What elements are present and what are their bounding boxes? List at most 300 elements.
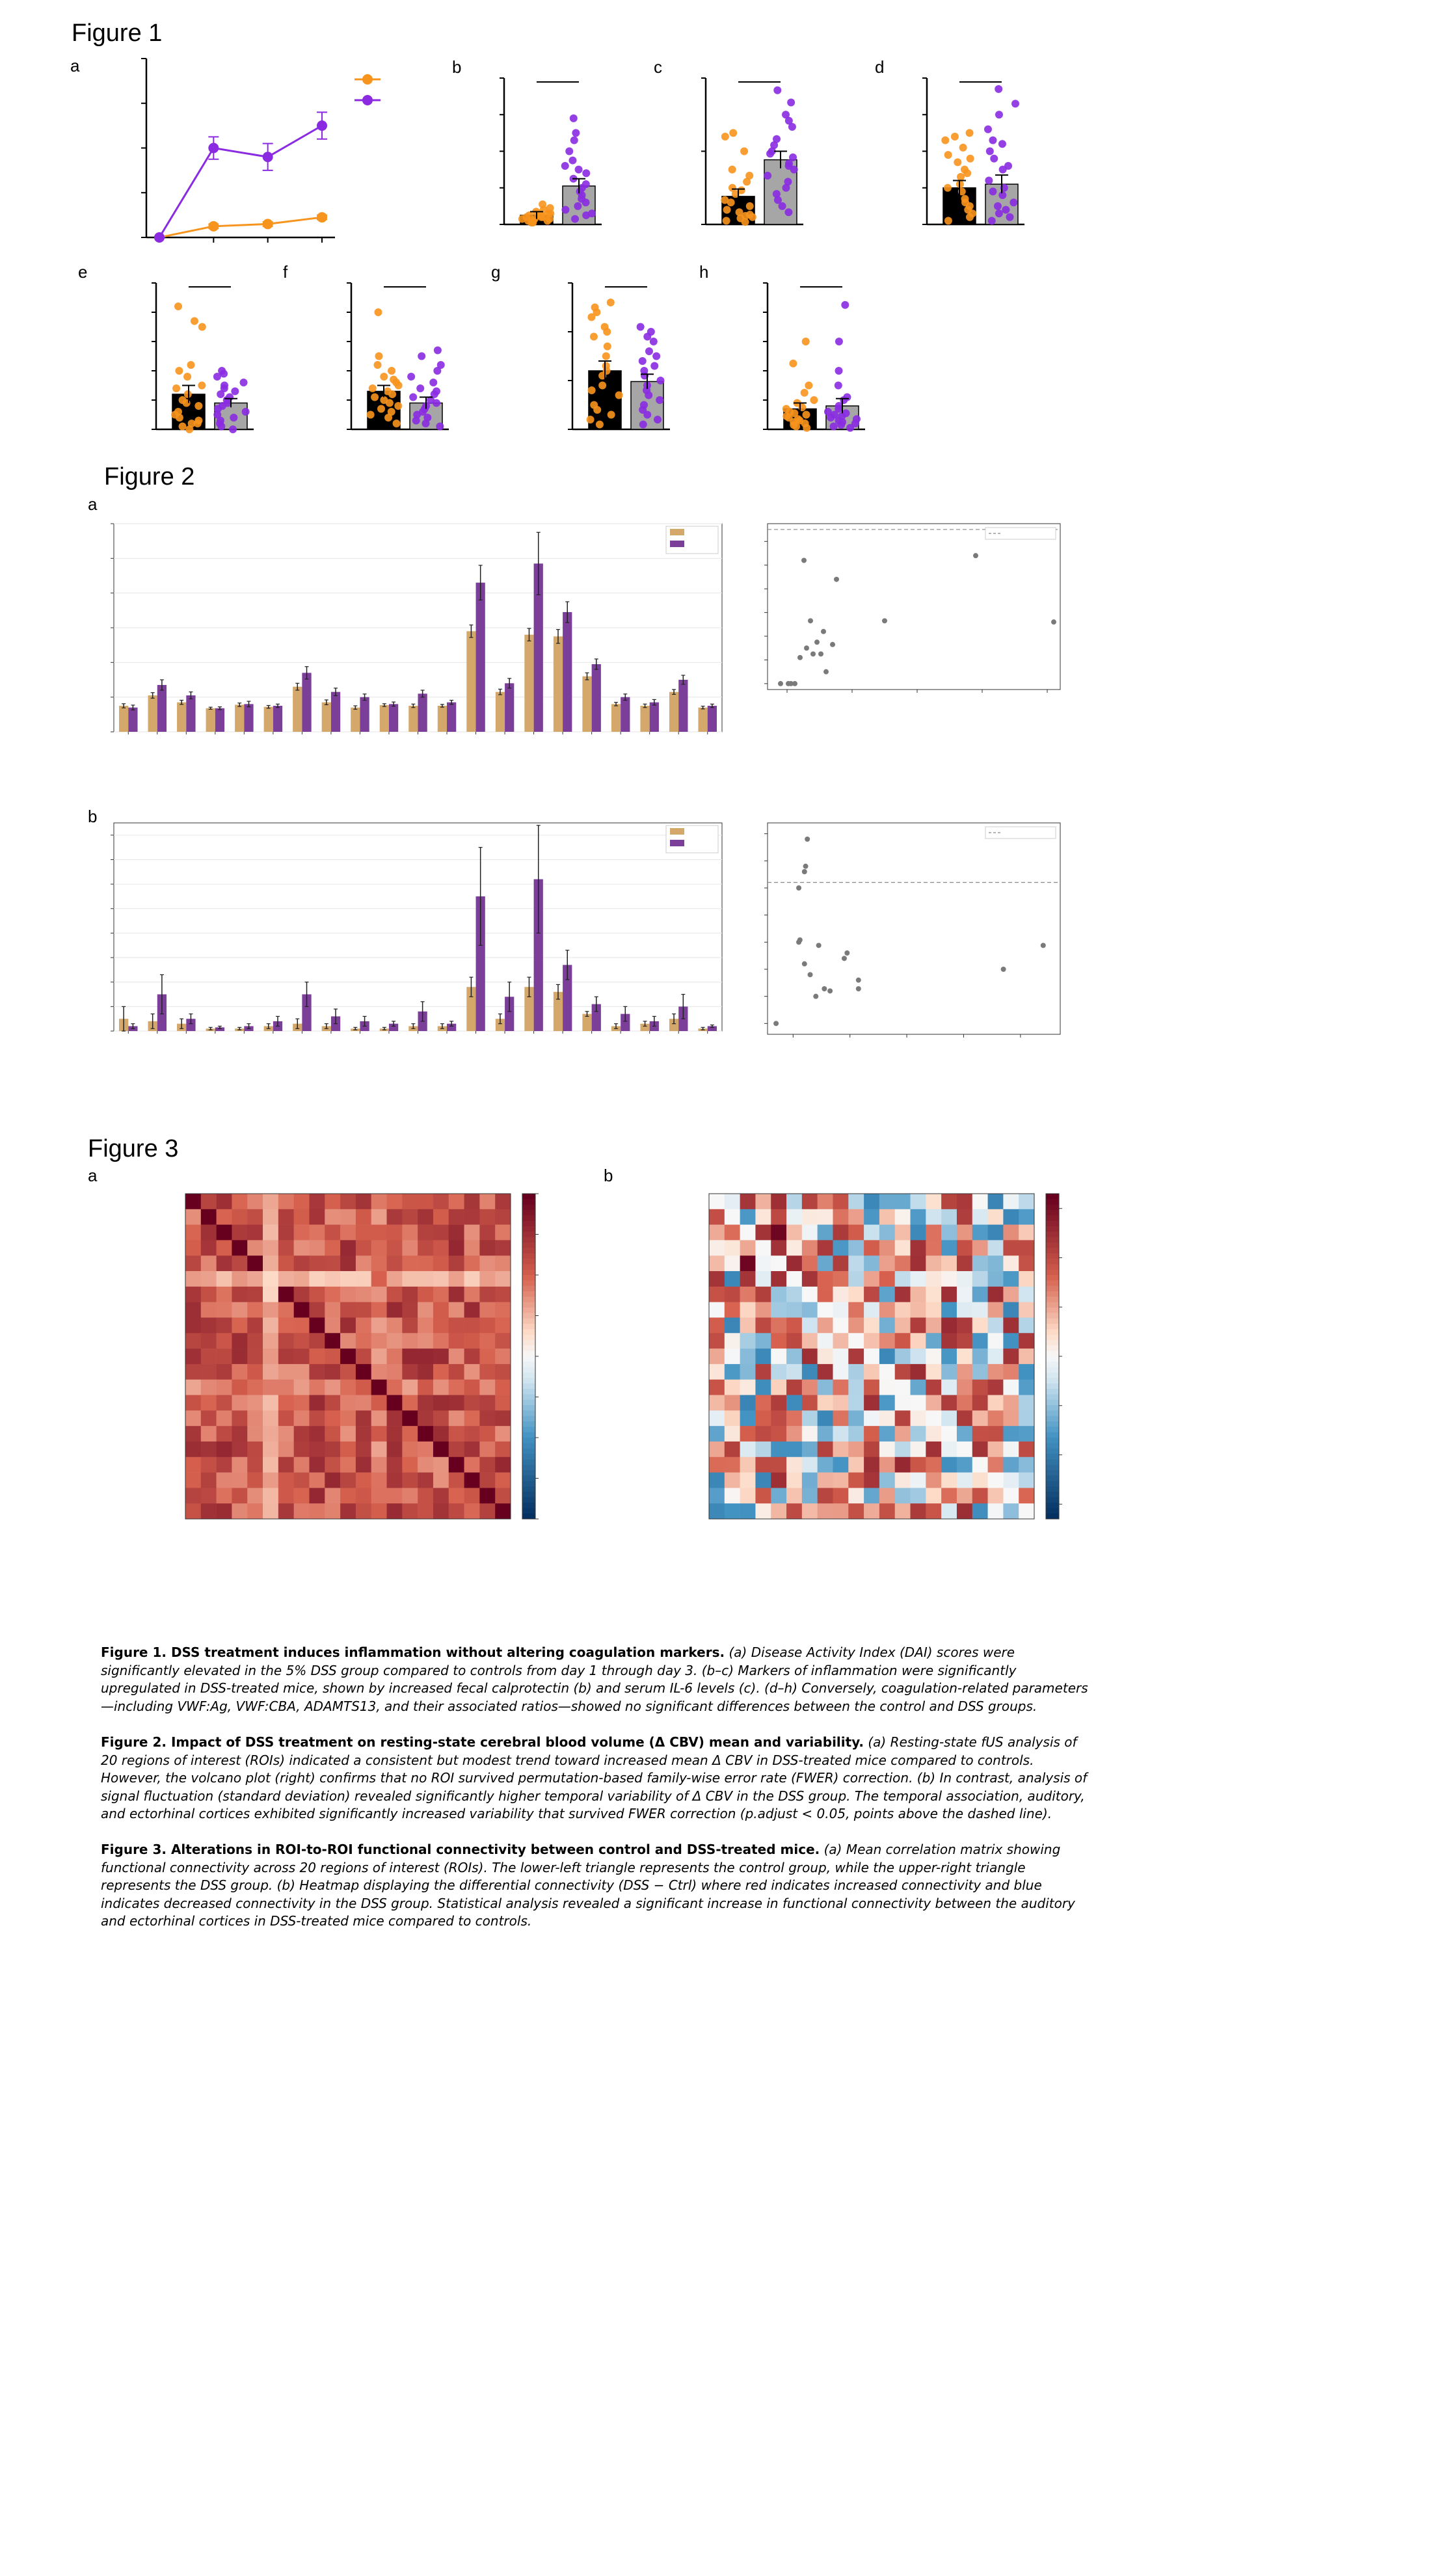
heatmap-cell xyxy=(479,1457,495,1473)
colorbar-segment xyxy=(522,1449,535,1455)
data-point xyxy=(729,184,736,192)
heatmap-cell xyxy=(371,1194,387,1209)
fig1-dotbar-chart-d xyxy=(872,52,1067,247)
heatmap-cell xyxy=(185,1302,201,1318)
heatmap-cell xyxy=(247,1426,263,1442)
heatmap-cell xyxy=(263,1240,278,1255)
heatmap-cell xyxy=(802,1364,818,1380)
heatmap-cell xyxy=(402,1488,418,1503)
data-point xyxy=(998,140,1006,148)
heatmap-cell xyxy=(972,1287,988,1302)
heatmap-cell xyxy=(278,1225,294,1241)
colorbar-segment xyxy=(522,1503,535,1509)
heatmap-cell xyxy=(387,1364,403,1380)
heatmap-cell xyxy=(926,1287,941,1302)
colorbar-segment xyxy=(522,1248,535,1254)
heatmap-cell xyxy=(433,1457,449,1473)
heatmap-cell xyxy=(818,1240,833,1255)
heatmap-cell xyxy=(941,1442,957,1457)
heatmap-cell xyxy=(879,1503,895,1519)
heatmap-cell xyxy=(309,1333,325,1348)
heatmap-cell xyxy=(340,1255,356,1271)
heatmap-cell xyxy=(449,1209,464,1225)
heatmap-cell xyxy=(1003,1302,1019,1318)
heatmap-cell xyxy=(217,1255,232,1271)
heatmap-cell xyxy=(418,1271,433,1287)
data-point xyxy=(853,415,861,423)
heatmap-cell xyxy=(464,1473,480,1488)
heatmap-cell xyxy=(340,1333,356,1348)
heatmap-cell xyxy=(356,1209,371,1225)
heatmap-cell xyxy=(1003,1209,1019,1225)
heatmap-cell xyxy=(848,1333,864,1348)
data-point xyxy=(721,133,729,141)
fig1-panel-letter: f xyxy=(283,262,288,282)
heatmap-cell xyxy=(818,1194,833,1209)
heatmap-cell xyxy=(387,1287,403,1302)
colorbar-segment xyxy=(522,1313,535,1319)
data-point xyxy=(835,338,843,345)
heatmap-cell xyxy=(833,1271,848,1287)
heatmap-cell xyxy=(864,1473,879,1488)
data-point xyxy=(827,988,833,993)
data-point xyxy=(746,202,754,210)
bar-ctrl xyxy=(408,706,418,732)
heatmap-cell xyxy=(309,1255,325,1271)
heatmap-cell xyxy=(309,1364,325,1380)
bar-dss xyxy=(476,583,485,732)
heatmap-cell xyxy=(387,1317,403,1333)
heatmap-cell xyxy=(418,1240,433,1255)
heatmap-cell xyxy=(879,1333,895,1348)
heatmap-cell xyxy=(1019,1426,1034,1442)
bar-dss xyxy=(678,680,688,732)
data-point xyxy=(986,148,994,155)
colorbar-segment xyxy=(1046,1454,1059,1460)
fig1-panel-letter: e xyxy=(78,262,88,282)
colorbar-segment xyxy=(522,1421,535,1427)
data-point xyxy=(944,184,952,192)
heatmap-cell xyxy=(802,1255,818,1271)
heatmap-cell xyxy=(325,1209,340,1225)
colorbar-segment xyxy=(522,1416,535,1422)
heatmap-cell xyxy=(988,1348,1004,1364)
data-point xyxy=(742,212,749,220)
data-point xyxy=(789,154,797,161)
heatmap-cell xyxy=(988,1457,1004,1473)
heatmap-cell xyxy=(802,1395,818,1411)
colorbar-segment xyxy=(522,1286,535,1292)
heatmap-cell xyxy=(309,1240,325,1255)
data-point xyxy=(571,215,579,223)
heatmap-cell xyxy=(864,1442,879,1457)
heatmap-cell xyxy=(495,1240,511,1255)
fig3b-letter: b xyxy=(604,1166,613,1185)
heatmap-cell xyxy=(418,1473,433,1488)
heatmap-cell xyxy=(771,1240,786,1255)
heatmap-cell xyxy=(479,1426,495,1442)
colorbar-segment xyxy=(522,1237,535,1243)
heatmap-cell xyxy=(387,1426,403,1442)
heatmap-cell xyxy=(217,1287,232,1302)
heatmap-cell xyxy=(263,1209,278,1225)
data-point xyxy=(723,206,731,214)
heatmap-cell xyxy=(201,1488,217,1503)
heatmap-cell xyxy=(201,1442,217,1457)
data-point xyxy=(797,655,803,660)
data-point xyxy=(208,143,219,154)
heatmap-cell xyxy=(1019,1410,1034,1426)
heatmap-cell xyxy=(201,1287,217,1302)
heatmap-cell xyxy=(709,1503,725,1519)
heatmap-cell xyxy=(449,1271,464,1287)
heatmap-cell xyxy=(371,1240,387,1255)
colorbar-segment xyxy=(522,1481,535,1487)
heatmap-cell xyxy=(755,1255,771,1271)
heatmap-cell xyxy=(418,1209,433,1225)
heatmap-cell xyxy=(418,1348,433,1364)
heatmap-cell xyxy=(709,1240,725,1255)
data-point xyxy=(796,885,801,891)
heatmap-cell xyxy=(402,1442,418,1457)
data-point xyxy=(773,190,781,198)
heatmap-cell xyxy=(802,1503,818,1519)
data-point xyxy=(608,411,615,419)
heatmap-cell xyxy=(941,1240,957,1255)
heatmap-cell xyxy=(879,1473,895,1488)
colorbar-segment xyxy=(522,1465,535,1471)
heatmap-cell xyxy=(1003,1488,1019,1503)
data-point xyxy=(572,129,580,137)
heatmap-cell xyxy=(848,1364,864,1380)
heatmap-cell xyxy=(972,1255,988,1271)
data-point xyxy=(603,367,611,375)
heatmap-cell xyxy=(185,1503,201,1519)
heatmap-cell xyxy=(957,1255,972,1271)
heatmap-cell xyxy=(495,1209,511,1225)
heatmap-cell xyxy=(418,1457,433,1473)
data-point xyxy=(995,85,1002,93)
heatmap-cell xyxy=(433,1426,449,1442)
data-point xyxy=(834,577,839,582)
heatmap-cell xyxy=(786,1317,802,1333)
heatmap-cell xyxy=(864,1488,879,1503)
heatmap-cell xyxy=(725,1426,740,1442)
heatmap-cell xyxy=(387,1473,403,1488)
heatmap-cell xyxy=(864,1333,879,1348)
heatmap-cell xyxy=(1003,1317,1019,1333)
heatmap-cell xyxy=(818,1209,833,1225)
heatmap-cell xyxy=(371,1488,387,1503)
heatmap-cell xyxy=(340,1364,356,1380)
heatmap-cell xyxy=(309,1395,325,1411)
heatmap-cell xyxy=(1019,1271,1034,1287)
heatmap-cell xyxy=(926,1317,941,1333)
heatmap-cell xyxy=(325,1255,340,1271)
data-point xyxy=(944,217,952,224)
heatmap-cell xyxy=(725,1410,740,1426)
heatmap-cell xyxy=(972,1364,988,1380)
heatmap-cell xyxy=(247,1209,263,1225)
heatmap-cell xyxy=(217,1473,232,1488)
heatmap-cell xyxy=(309,1380,325,1395)
heatmap-cell xyxy=(957,1364,972,1380)
heatmap-cell xyxy=(1019,1225,1034,1241)
heatmap-cell xyxy=(786,1209,802,1225)
data-point xyxy=(989,187,996,195)
colorbar-segment xyxy=(1046,1356,1059,1362)
data-point xyxy=(639,357,647,365)
heatmap-cell xyxy=(972,1503,988,1519)
heatmap-cell xyxy=(740,1503,756,1519)
data-point xyxy=(603,328,611,336)
data-point xyxy=(808,972,813,977)
heatmap-cell xyxy=(755,1410,771,1426)
heatmap-cell xyxy=(988,1317,1004,1333)
data-point xyxy=(593,406,601,414)
colorbar-segment xyxy=(522,1454,535,1460)
heatmap-cell xyxy=(771,1442,786,1457)
heatmap-cell xyxy=(402,1271,418,1287)
heatmap-cell xyxy=(848,1395,864,1411)
heatmap-cell xyxy=(740,1348,756,1364)
figure3-title: Figure 3 xyxy=(88,1135,179,1162)
heatmap-cell xyxy=(309,1194,325,1209)
heatmap-cell xyxy=(771,1333,786,1348)
heatmap-cell xyxy=(786,1271,802,1287)
colorbar-segment xyxy=(522,1497,535,1503)
data-point xyxy=(221,382,228,390)
fig1a-line-chart xyxy=(62,52,426,273)
heatmap-cell xyxy=(879,1302,895,1318)
heatmap-cell xyxy=(201,1395,217,1411)
heatmap-cell xyxy=(402,1240,418,1255)
figure1-caption-text: (a) Disease Activity Index (DAI) scores were significantly elevated in the 5% DSS group compared to controls from day 1 through day 3. (b–c) Markers of inflammation were significantly upregulated in DSS-treated mice, shown by increased fecal calprotectin (b) and serum IL-6 levels (c). (d–h) Conversely, coagulation-related parameters—including VWF:Ag, VWF:CBA, ADAMTS13, and their associated ratios—showed no significant differences between the control and DSS groups. xyxy=(101,1644,1088,1714)
heatmap-cell xyxy=(879,1380,895,1395)
heatmap-cell xyxy=(217,1488,232,1503)
heatmap-cell xyxy=(464,1395,480,1411)
heatmap-cell xyxy=(433,1380,449,1395)
heatmap-cell xyxy=(1003,1395,1019,1411)
bar-ctrl xyxy=(611,704,621,732)
data-point xyxy=(429,379,437,386)
colorbar-segment xyxy=(522,1438,535,1443)
heatmap-cell xyxy=(895,1395,911,1411)
data-point xyxy=(723,217,730,224)
heatmap-cell xyxy=(848,1209,864,1225)
colorbar-segment xyxy=(1046,1319,1059,1324)
heatmap-cell xyxy=(771,1488,786,1503)
heatmap-cell xyxy=(972,1488,988,1503)
heatmap-cell xyxy=(309,1271,325,1287)
heatmap-cell xyxy=(418,1442,433,1457)
fig1-dotbar-chart-f xyxy=(280,257,481,452)
heatmap-cell xyxy=(232,1302,247,1318)
heatmap-cell xyxy=(771,1473,786,1488)
colorbar-segment xyxy=(1046,1432,1059,1438)
heatmap-cell xyxy=(340,1271,356,1287)
data-point xyxy=(842,409,850,417)
heatmap-cell xyxy=(988,1225,1004,1241)
heatmap-cell xyxy=(1003,1348,1019,1364)
heatmap-cell xyxy=(864,1410,879,1426)
data-point xyxy=(409,394,417,401)
heatmap-cell xyxy=(294,1488,310,1503)
heatmap-cell xyxy=(755,1194,771,1209)
heatmap-cell xyxy=(294,1442,310,1457)
colorbar-segment xyxy=(1046,1215,1059,1221)
colorbar-segment xyxy=(1046,1438,1059,1443)
heatmap-cell xyxy=(864,1240,879,1255)
heatmap-cell xyxy=(495,1271,511,1287)
heatmap-cell xyxy=(926,1426,941,1442)
data-point xyxy=(967,155,974,163)
heatmap-cell xyxy=(926,1209,941,1225)
heatmap-cell xyxy=(325,1240,340,1255)
heatmap-cell xyxy=(926,1364,941,1380)
heatmap-cell xyxy=(340,1473,356,1488)
data-point xyxy=(384,388,392,396)
data-point xyxy=(194,417,202,425)
heatmap-cell xyxy=(247,1194,263,1209)
heatmap-cell xyxy=(464,1225,480,1241)
colorbar-segment xyxy=(1046,1443,1059,1449)
heatmap-cell xyxy=(464,1503,480,1519)
heatmap-cell xyxy=(449,1426,464,1442)
heatmap-cell xyxy=(217,1364,232,1380)
heatmap-cell xyxy=(217,1348,232,1364)
heatmap-cell xyxy=(217,1225,232,1241)
heatmap-cell xyxy=(709,1410,725,1426)
heatmap-cell xyxy=(185,1348,201,1364)
heatmap-cell xyxy=(1019,1364,1034,1380)
heatmap-cell xyxy=(387,1225,403,1241)
heatmap-cell xyxy=(926,1410,941,1426)
heatmap-cell xyxy=(972,1457,988,1473)
data-point xyxy=(985,177,993,185)
heatmap-cell xyxy=(325,1410,340,1426)
heatmap-cell xyxy=(941,1194,957,1209)
data-point xyxy=(823,669,829,675)
data-point xyxy=(835,367,843,375)
bar-ctrl xyxy=(380,705,389,732)
heatmap-cell xyxy=(418,1255,433,1271)
heatmap-cell xyxy=(263,1488,278,1503)
data-point xyxy=(176,414,183,422)
colorbar-segment xyxy=(1046,1410,1059,1416)
colorbar-segment xyxy=(522,1514,535,1520)
legend-marker xyxy=(362,95,373,105)
bar-ctrl xyxy=(351,708,360,732)
legend-box xyxy=(985,528,1056,539)
heatmap-cell xyxy=(371,1302,387,1318)
heatmap-cell xyxy=(232,1225,247,1241)
heatmap-cell xyxy=(1019,1348,1034,1364)
heatmap-cell xyxy=(864,1225,879,1241)
bar-ctrl xyxy=(235,704,244,732)
data-point xyxy=(645,392,652,399)
bar-dss xyxy=(215,708,224,732)
heatmap-cell xyxy=(1003,1333,1019,1348)
data-point xyxy=(191,317,198,325)
colorbar-segment xyxy=(1046,1459,1059,1465)
data-point xyxy=(576,187,584,195)
heatmap-cell xyxy=(740,1457,756,1473)
heatmap-cell xyxy=(755,1426,771,1442)
data-point xyxy=(808,618,813,623)
heatmap-cell xyxy=(278,1503,294,1519)
bar-ctrl xyxy=(293,687,302,732)
legend-swatch xyxy=(670,529,684,535)
heatmap-cell xyxy=(771,1209,786,1225)
heatmap-cell xyxy=(449,1225,464,1241)
heatmap-cell xyxy=(433,1333,449,1348)
bar-dss xyxy=(563,612,572,732)
heatmap-cell xyxy=(1019,1503,1034,1519)
heatmap-cell xyxy=(725,1302,740,1318)
heatmap-cell xyxy=(479,1287,495,1302)
heatmap-cell xyxy=(278,1209,294,1225)
heatmap-cell xyxy=(449,1442,464,1457)
colorbar-segment xyxy=(1046,1503,1059,1509)
data-point xyxy=(230,414,237,422)
heatmap-cell xyxy=(941,1488,957,1503)
heatmap-cell xyxy=(895,1380,911,1395)
data-point xyxy=(220,370,228,378)
heatmap-cell xyxy=(740,1473,756,1488)
heatmap-cell xyxy=(740,1488,756,1503)
data-point xyxy=(388,408,395,416)
heatmap-cell xyxy=(725,1194,740,1209)
heatmap-cell xyxy=(833,1317,848,1333)
heatmap-cell xyxy=(387,1255,403,1271)
bar-ctrl xyxy=(264,707,273,732)
heatmap-cell xyxy=(833,1240,848,1255)
heatmap-cell xyxy=(495,1395,511,1411)
heatmap-cell xyxy=(1019,1457,1034,1473)
figure3-caption-text: (a) Mean correlation matrix showing functional connectivity across 20 regions of interest (ROIs). The lower-left triangle represents the control group, while the upper-right triangle represents the DSS group. (b) Heatmap displaying the differential connectivity (DSS − Ctrl) where red indicates increased connectivity and blue indicates decreased connectivity in the DSS group. Statistical analysis revealed a significant increase in functional connectivity between the auditory and ectorhinal cortices in DSS-treated mice compared to controls. xyxy=(101,1842,1075,1929)
heatmap-cell xyxy=(879,1255,895,1271)
heatmap-cell xyxy=(263,1225,278,1241)
heatmap-cell xyxy=(740,1271,756,1287)
heatmap-cell xyxy=(786,1348,802,1364)
heatmap-cell xyxy=(479,1209,495,1225)
heatmap-cell xyxy=(725,1225,740,1241)
colorbar-segment xyxy=(1046,1421,1059,1427)
data-point xyxy=(989,137,996,144)
heatmap-cell xyxy=(371,1442,387,1457)
colorbar-segment xyxy=(1046,1378,1059,1384)
heatmap-cell xyxy=(818,1333,833,1348)
colorbar-segment xyxy=(522,1345,535,1351)
heatmap-cell xyxy=(941,1209,957,1225)
heatmap-cell xyxy=(833,1333,848,1348)
heatmap-cell xyxy=(433,1271,449,1287)
heatmap-cell xyxy=(941,1225,957,1241)
data-point xyxy=(198,323,206,331)
heatmap-cell xyxy=(771,1364,786,1380)
heatmap-cell xyxy=(325,1348,340,1364)
heatmap-cell xyxy=(185,1364,201,1380)
colorbar-segment xyxy=(522,1410,535,1416)
heatmap-cell xyxy=(709,1209,725,1225)
heatmap-cell xyxy=(972,1194,988,1209)
colorbar-segment xyxy=(1046,1280,1059,1286)
heatmap-cell xyxy=(771,1457,786,1473)
heatmap-cell xyxy=(232,1364,247,1380)
bar-dss xyxy=(505,683,514,732)
heatmap-cell xyxy=(418,1380,433,1395)
